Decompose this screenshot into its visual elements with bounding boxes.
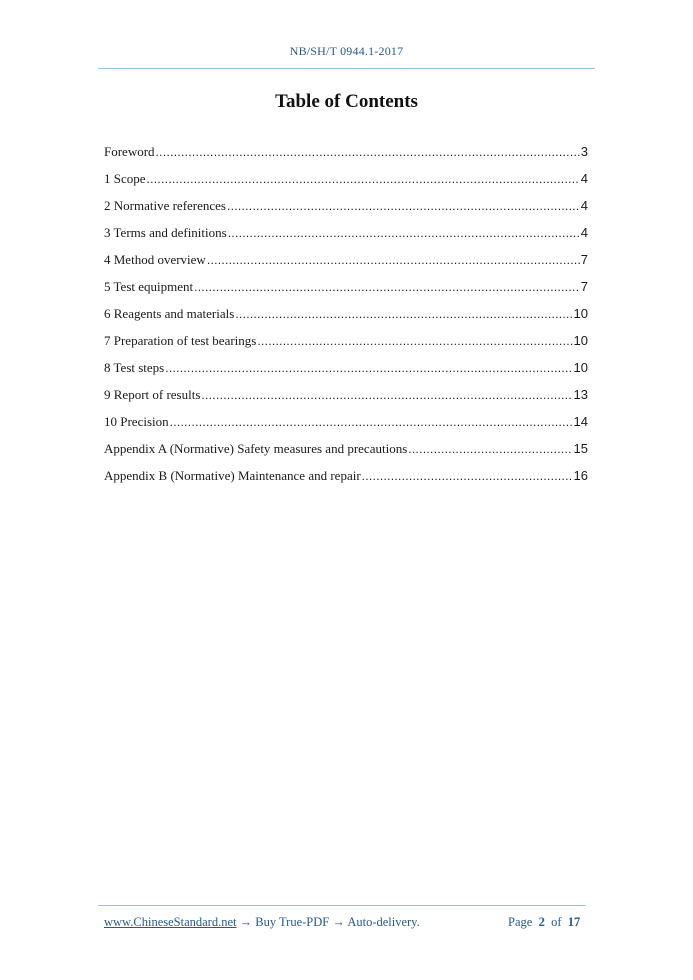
toc-entry-method-overview[interactable]	[104, 250, 588, 277]
toc-leader-dots	[228, 223, 580, 243]
current-page: 2	[538, 915, 545, 929]
toc-leader-dots	[235, 304, 572, 324]
toc-entry-test-steps[interactable]	[104, 358, 588, 385]
running-header	[0, 44, 693, 59]
toc-entry-page: 10	[573, 333, 588, 348]
toc-leader-dots	[147, 169, 580, 189]
toc-entry-report-of-results[interactable]	[104, 385, 588, 412]
toc-entry-label: 4 Method overview	[104, 252, 206, 267]
toc-entry-label: 8 Test steps	[104, 360, 165, 375]
page-number	[508, 915, 580, 930]
toc-leader-dots	[257, 331, 572, 351]
toc-entry-label: 3 Terms and definitions	[104, 225, 227, 240]
toc-entry-foreword[interactable]	[104, 142, 588, 169]
toc-leader-dots	[194, 277, 580, 297]
toc-entry-page: 4	[580, 198, 588, 213]
footer-divider	[98, 905, 586, 906]
toc-entry-page: 4	[580, 171, 588, 186]
toc-entry-page: 15	[573, 441, 588, 456]
arrow-right-icon: →	[239, 915, 253, 929]
toc-leader-dots	[207, 250, 580, 270]
toc-entry-page: 10	[573, 360, 588, 375]
toc-entry-label: Appendix B (Normative) Maintenance and repair	[104, 468, 361, 483]
toc-entry-label: Appendix A (Normative) Safety measures and precautions	[104, 441, 408, 456]
auto-delivery-text: Auto-delivery.	[347, 915, 420, 929]
toc-entry-appendix-b[interactable]	[104, 466, 588, 493]
toc-entry-label: Foreword	[104, 144, 155, 159]
toc-leader-dots	[165, 358, 572, 378]
table-of-contents	[104, 142, 588, 493]
toc-entry-label: 9 Report of results	[104, 387, 201, 402]
toc-entry-label: 7 Preparation of test bearings	[104, 333, 257, 348]
toc-entry-page: 14	[573, 414, 588, 429]
toc-entry-page: 3	[580, 144, 588, 159]
toc-entry-precision[interactable]	[104, 412, 588, 439]
toc-entry-preparation-of-test-bearings[interactable]	[104, 331, 588, 358]
arrow-right-icon: →	[332, 915, 345, 929]
of-word: of	[551, 915, 562, 929]
toc-entry-normative-references[interactable]	[104, 196, 588, 223]
toc-entry-appendix-a[interactable]	[104, 439, 588, 466]
toc-leader-dots	[362, 466, 573, 486]
toc-leader-dots	[170, 412, 573, 432]
toc-entry-page: 10	[573, 306, 588, 321]
toc-entry-page: 16	[573, 468, 588, 483]
toc-leader-dots	[408, 439, 572, 459]
toc-entry-scope[interactable]	[104, 169, 588, 196]
toc-leader-dots	[201, 385, 572, 405]
toc-entry-label: 1 Scope	[104, 171, 146, 186]
toc-leader-dots	[156, 142, 580, 162]
toc-entry-label: 5 Test equipment	[104, 279, 194, 294]
toc-entry-test-equipment[interactable]	[104, 277, 588, 304]
toc-entry-label: 6 Reagents and materials	[104, 306, 235, 321]
buy-pdf-text: Buy True-PDF	[255, 915, 330, 929]
toc-entry-terms-and-definitions[interactable]	[104, 223, 588, 250]
site-link[interactable]: www.ChineseStandard.net	[104, 915, 237, 929]
toc-entry-page: 7	[580, 279, 588, 294]
footer-promo	[104, 915, 420, 930]
toc-entry-reagents-and-materials[interactable]	[104, 304, 588, 331]
total-pages: 17	[567, 915, 581, 929]
toc-entry-page: 4	[580, 225, 588, 240]
toc-entry-label: 2 Normative references	[104, 198, 226, 213]
standard-code: NB/SH/T 0944.1-2017	[289, 44, 404, 58]
header-divider	[98, 68, 595, 69]
toc-leader-dots	[227, 196, 580, 216]
toc-entry-label: 10 Precision	[104, 414, 169, 429]
page-title: Table of Contents	[275, 91, 418, 112]
toc-entry-page: 13	[573, 387, 588, 402]
page-word: Page	[508, 915, 533, 929]
toc-entry-page: 7	[580, 252, 588, 267]
